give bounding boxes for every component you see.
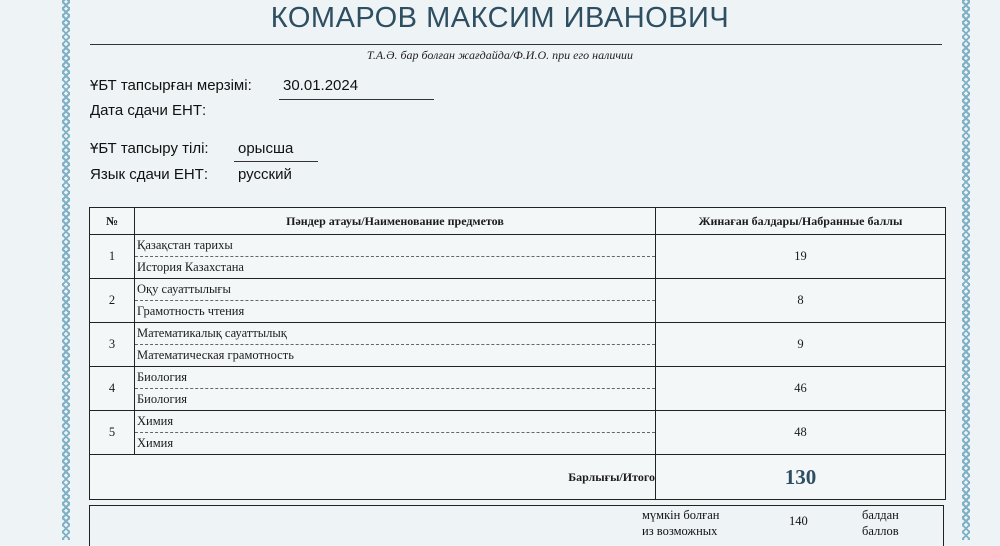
name-caption: Т.А.Ә. бар болған жағдайда/Ф.И.О. при его наличии — [366, 48, 634, 62]
exam-language-label-ru: Язык сдачи ЕНТ: — [90, 166, 209, 183]
max-score-value: 140 — [789, 514, 808, 528]
table-row — [90, 411, 946, 455]
max-points-kz: балдан — [862, 508, 899, 522]
max-from-ru: из возможных — [642, 524, 718, 538]
total-row — [90, 455, 946, 500]
row-number: 1 — [90, 235, 135, 279]
table-row — [90, 367, 946, 411]
score-value: 48 — [656, 411, 946, 455]
subject-name-kz: Биология — [135, 367, 655, 389]
exam-language-value-ru: русский — [238, 166, 292, 183]
table-row — [90, 323, 946, 367]
subject-cell — [135, 367, 656, 411]
subject-cell — [135, 235, 656, 279]
full-name: КОМАРОВ МАКСИМ ИВАНОВИЧ — [270, 2, 730, 34]
score-value: 9 — [656, 323, 946, 367]
subject-name-kz: Оқу сауаттылығы — [135, 279, 655, 301]
subject-name-ru: Химия — [137, 436, 174, 450]
header-subject: Пәндер атауы/Наименование предметов — [135, 208, 656, 235]
subject-name-kz: Қазақстан тарихы — [135, 235, 655, 257]
exam-date-label-ru: Дата сдачи ЕНТ: — [90, 102, 207, 119]
table-row — [90, 235, 946, 279]
score-value: 8 — [656, 279, 946, 323]
subject-name-ru: Биология — [137, 392, 188, 406]
max-from-kz: мүмкін болған — [642, 508, 720, 522]
subject-name-kz: Химия — [135, 411, 655, 433]
table-row — [90, 279, 946, 323]
row-number: 3 — [90, 323, 135, 367]
total-label: Барлығы/Итого — [90, 455, 656, 500]
left-ornamental-border — [62, 0, 70, 540]
subject-name-ru: История Казахстана — [137, 260, 244, 274]
subject-cell — [135, 323, 656, 367]
score-value: 46 — [656, 367, 946, 411]
exam-language-underline — [234, 161, 318, 162]
row-number: 2 — [90, 279, 135, 323]
exam-date-label-kz: ҰБТ тапсырған мерзімі: — [90, 77, 252, 94]
exam-date-value: 30.01.2024 — [283, 77, 359, 94]
subject-name-ru: Грамотность чтения — [137, 304, 245, 318]
exam-language-label-kz: ҰБТ тапсыру тілі: — [90, 140, 209, 157]
subject-cell — [135, 411, 656, 455]
subject-cell — [135, 279, 656, 323]
row-number: 5 — [90, 411, 135, 455]
table-header-row — [90, 208, 946, 235]
max-points-ru: баллов — [862, 524, 899, 538]
row-number: 4 — [90, 367, 135, 411]
total-value: 130 — [656, 455, 946, 500]
name-underline — [90, 44, 942, 45]
subject-name-ru: Математическая грамотность — [137, 348, 294, 362]
right-ornamental-border — [962, 0, 970, 540]
scores-table — [89, 207, 946, 500]
header-score: Жинаған балдары/Набранные баллы — [656, 208, 946, 235]
subject-name-kz: Математикалық сауаттылық — [135, 323, 655, 345]
exam-language-value-kz: орысша — [238, 140, 294, 157]
header-number: № — [90, 208, 135, 235]
score-value: 19 — [656, 235, 946, 279]
exam-date-underline — [279, 99, 434, 100]
